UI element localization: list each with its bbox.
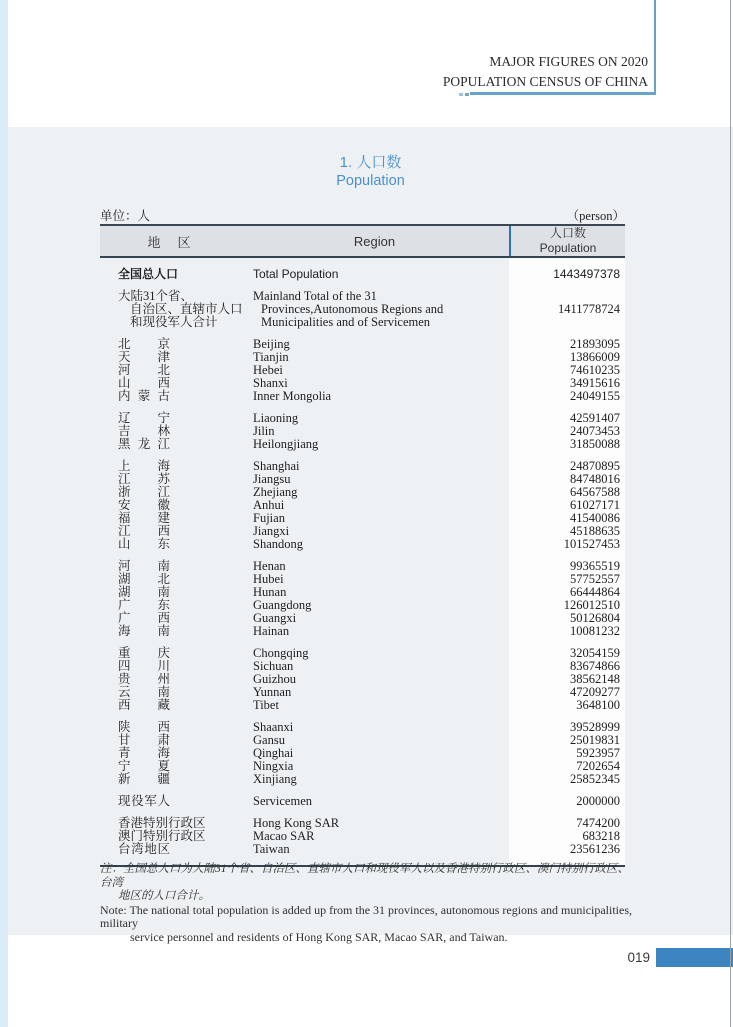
zh-name: 河北 [118,363,170,377]
region-name-en: Jiangsu [253,472,291,486]
region-name-en: Guangxi [253,611,297,625]
region-name-zh [100,538,253,551]
region-name-zh [100,843,253,856]
population-value: 61027171 [570,498,620,512]
right-edge-rule [730,0,731,1027]
table-row [100,499,625,512]
row-group [100,721,625,786]
table-row [100,525,625,538]
population-value: 683218 [582,829,620,843]
note-zh-line: 地区的人口合计。 [118,890,210,902]
table-row [100,512,625,525]
table-row [100,686,625,699]
region-name-zh [100,290,253,329]
region-name-en: Beijing [253,337,290,351]
page-title [8,153,733,190]
zh-name: 四川 [118,659,170,673]
table-row [100,377,625,390]
footnotes [100,863,640,944]
region-name-en: Chongqing [253,646,309,660]
zh-name: 河南 [118,559,170,573]
table-row [100,573,625,586]
row-group [100,647,625,712]
region-name-en: Anhui [253,498,285,512]
region-name-en: Hainan [253,624,290,638]
population-value: 99365519 [570,559,620,573]
region-name-en: Tibet [253,698,279,712]
note-en-line: Note: The national total population is added up from the 31 provinces, autonomous regions and municipalities, military [100,902,633,930]
table-row [100,773,625,786]
population-value: 83674866 [570,659,620,673]
region-name-en: Sichuan [253,659,294,673]
region-name-en [253,290,509,329]
note-en-line: service personnel and residents of Hong Kong SAR, Macao SAR, and Taiwan. [130,929,508,944]
zh-name: 重庆 [118,646,170,660]
region-name-en: Qinghai [253,746,294,760]
page-title-en: Population [336,173,405,189]
region-name-en: Guizhou [253,672,297,686]
row-group [100,268,625,281]
table-body [100,258,625,867]
population-value: 25852345 [570,772,620,786]
page-number: 019 [627,950,650,965]
zh-name: 湖南 [118,585,170,599]
table-row [100,586,625,599]
table-row [100,647,625,660]
header-underline-dot [465,93,469,96]
region-name-en: Gansu [253,733,285,747]
zh-name: 浙江 [118,485,170,499]
region-name-en: Jiangxi [253,524,290,538]
region-name-en: Jilin [253,424,275,438]
population-value: 3648100 [576,698,620,712]
table-row [100,351,625,364]
zh-name: 云南 [118,685,170,699]
population-value: 24049155 [570,389,620,403]
running-head-line1: MAJOR FIGURES ON 2020 [489,54,648,69]
table-row [100,390,625,403]
population-value: 66444864 [570,585,620,599]
region-name-zh [100,699,253,712]
region-name-zh [100,390,253,403]
zh-line: 自治区、直辖市人口 [130,302,243,316]
zh-name: 澳门特别行政区 [118,829,206,843]
content-panel [8,127,733,944]
zh-name: 现役军人 [118,794,170,808]
zh-name: 安徽 [118,498,170,512]
population-value: 24870895 [570,459,620,473]
zh-name: 海南 [118,624,170,638]
table-row [100,612,625,625]
population-value: 13866009 [570,350,620,364]
table-row [100,438,625,451]
region-name-en: Henan [253,559,286,573]
note-zh-line: 注：全国总人口为大陆31个省、自治区、直辖市人口和现役军人以及香港特别行政区、澳门特别行政区、台湾 [100,863,629,889]
table-row [100,830,625,843]
zh-line: 和现役军人合计 [130,315,218,329]
population-value: 5923957 [576,746,620,760]
unit-label: 单位：人 [100,209,151,223]
col-header-population-en: Population [539,241,597,255]
running-head [443,52,648,92]
page-accent-bar [656,948,733,967]
zh-line: 大陆31个省、 [118,289,194,303]
region-name-en: Inner Mongolia [253,389,332,403]
region-name-en: Guangdong [253,598,312,612]
running-head-line2: POPULATION CENSUS OF CHINA [442,74,648,89]
table-row [100,412,625,425]
header-underline-dot [459,93,463,96]
table-row [100,747,625,760]
population-value: 64567588 [570,485,620,499]
table-row [100,599,625,612]
region-name-en: Shanxi [253,376,288,390]
population-value: 34915616 [570,376,620,390]
zh-name: 山东 [118,537,170,551]
region-name-en: Yunnan [253,685,292,699]
en-line: Mainland Total of the 31 [253,289,377,303]
col-header-region-en: Region [353,233,396,249]
region-name-en: Shandong [253,537,303,551]
region-name-en: Hubei [253,572,284,586]
population-value: 57752557 [570,572,620,586]
population-value: 50126804 [570,611,620,625]
zh-name: 台湾地区 [118,842,170,856]
region-name-en: Hong Kong SAR [253,816,340,830]
population-value: 25019831 [570,733,620,747]
header-underline [470,92,654,95]
table-row [100,560,625,573]
zh-name: 天津 [118,350,170,364]
zh-name: 辽宁 [118,411,170,425]
unit-row [100,206,625,224]
row-group [100,795,625,808]
population-value: 1443497378 [553,267,620,281]
table-row [100,721,625,734]
population-value: 126012510 [563,598,620,612]
zh-name: 新疆 [118,772,170,786]
table-header [100,224,625,258]
unit-person-label: （person） [566,209,625,223]
population-value: 45188635 [570,524,620,538]
population-value: 38562148 [570,672,620,686]
table-row [100,364,625,377]
region-name-en: Shaanxi [253,720,294,734]
population-value: 41540086 [570,511,620,525]
zh-name: 甘肃 [118,733,170,747]
population-value: 7474200 [576,816,620,830]
region-name-en: Hebei [253,363,283,377]
zh-name: 青海 [118,746,170,760]
zh-name: 山西 [118,376,170,390]
zh-name: 香港特别行政区 [118,816,206,830]
table-row [100,625,625,638]
region-name-en: Xinjiang [253,772,297,786]
population-value: 24073453 [570,424,620,438]
table-row [100,538,625,551]
table-row [100,660,625,673]
region-name-en: Heilongjiang [253,437,319,451]
table-row [100,425,625,438]
population-value: 1411778724 [557,302,620,316]
region-name-en: Ningxia [253,759,294,773]
population-value: 21893095 [570,337,620,351]
zh-name: 湖北 [118,572,170,586]
zh-name: 西藏 [118,698,170,712]
row-group [100,460,625,551]
population-value: 84748016 [570,472,620,486]
zh-name: 全国总人口 [118,267,179,281]
en-line: Municipalities and of Servicemen [261,315,431,329]
region-name-en: Shanghai [253,459,300,473]
row-group [100,290,625,329]
population-value: 7202654 [576,759,620,773]
table-row [100,795,625,808]
col-header-region-zh: 地 区 [147,234,193,250]
table-row [100,290,625,329]
population-value: 31850088 [570,437,620,451]
zh-name: 广西 [118,611,170,625]
header-vertical-rule [654,0,656,95]
region-name-en: Hunan [253,585,287,599]
en-line: Provinces,Autonomous Regions and [261,302,444,316]
table-row [100,338,625,351]
table-row [100,460,625,473]
table-row [100,699,625,712]
population-value: 2000000 [576,794,620,808]
table-row [100,486,625,499]
table-row [100,473,625,486]
population-value: 101527453 [563,537,620,551]
region-name-en: Fujian [253,511,285,525]
table-row [100,843,625,856]
note-zh [100,863,640,904]
population-value: 39528999 [570,720,620,734]
population-value: 74610235 [570,363,620,377]
region-name-en: Tianjin [253,350,289,364]
population-value: 32054159 [570,646,620,660]
region-name-en: Liaoning [253,411,299,425]
left-accent-strip [0,0,8,1027]
table-row [100,673,625,686]
region-name-zh [100,438,253,451]
zh-name: 贵州 [118,672,170,686]
zh-name: 内蒙古 [118,389,170,403]
region-name-en: Macao SAR [253,829,315,843]
zh-name: 吉林 [118,424,170,438]
zh-name: 黑龙江 [118,437,170,451]
zh-name: 福建 [118,511,170,525]
region-name-zh [100,625,253,638]
table-row [100,268,625,281]
row-group [100,338,625,403]
region-name-zh [100,795,253,808]
table-row [100,734,625,747]
region-name-zh [100,773,253,786]
zh-name: 江西 [118,524,170,538]
zh-name: 江苏 [118,472,170,486]
region-name-en: Servicemen [253,794,313,808]
region-name-en: Total Population [253,267,339,281]
region-name-zh [100,268,253,281]
population-value: 47209277 [570,685,620,699]
zh-name: 广东 [118,598,170,612]
table-row [100,760,625,773]
population-value: 10081232 [570,624,620,638]
note-en [100,904,640,945]
col-header-population-zh: 人口数 [549,226,586,240]
zh-name: 上海 [118,459,170,473]
zh-name: 北京 [118,337,170,351]
population-value: 23561236 [570,842,620,856]
page-title-zh: 1. 人口数 [339,154,402,171]
zh-name: 宁夏 [118,759,170,773]
zh-name: 陕西 [118,720,170,734]
row-group [100,560,625,638]
population-table [100,224,625,867]
region-name-en: Taiwan [253,842,290,856]
col-header-population [509,226,625,256]
region-name-en: Zhejiang [253,485,298,499]
population-value: 42591407 [570,411,620,425]
row-group [100,412,625,451]
row-group [100,817,625,856]
